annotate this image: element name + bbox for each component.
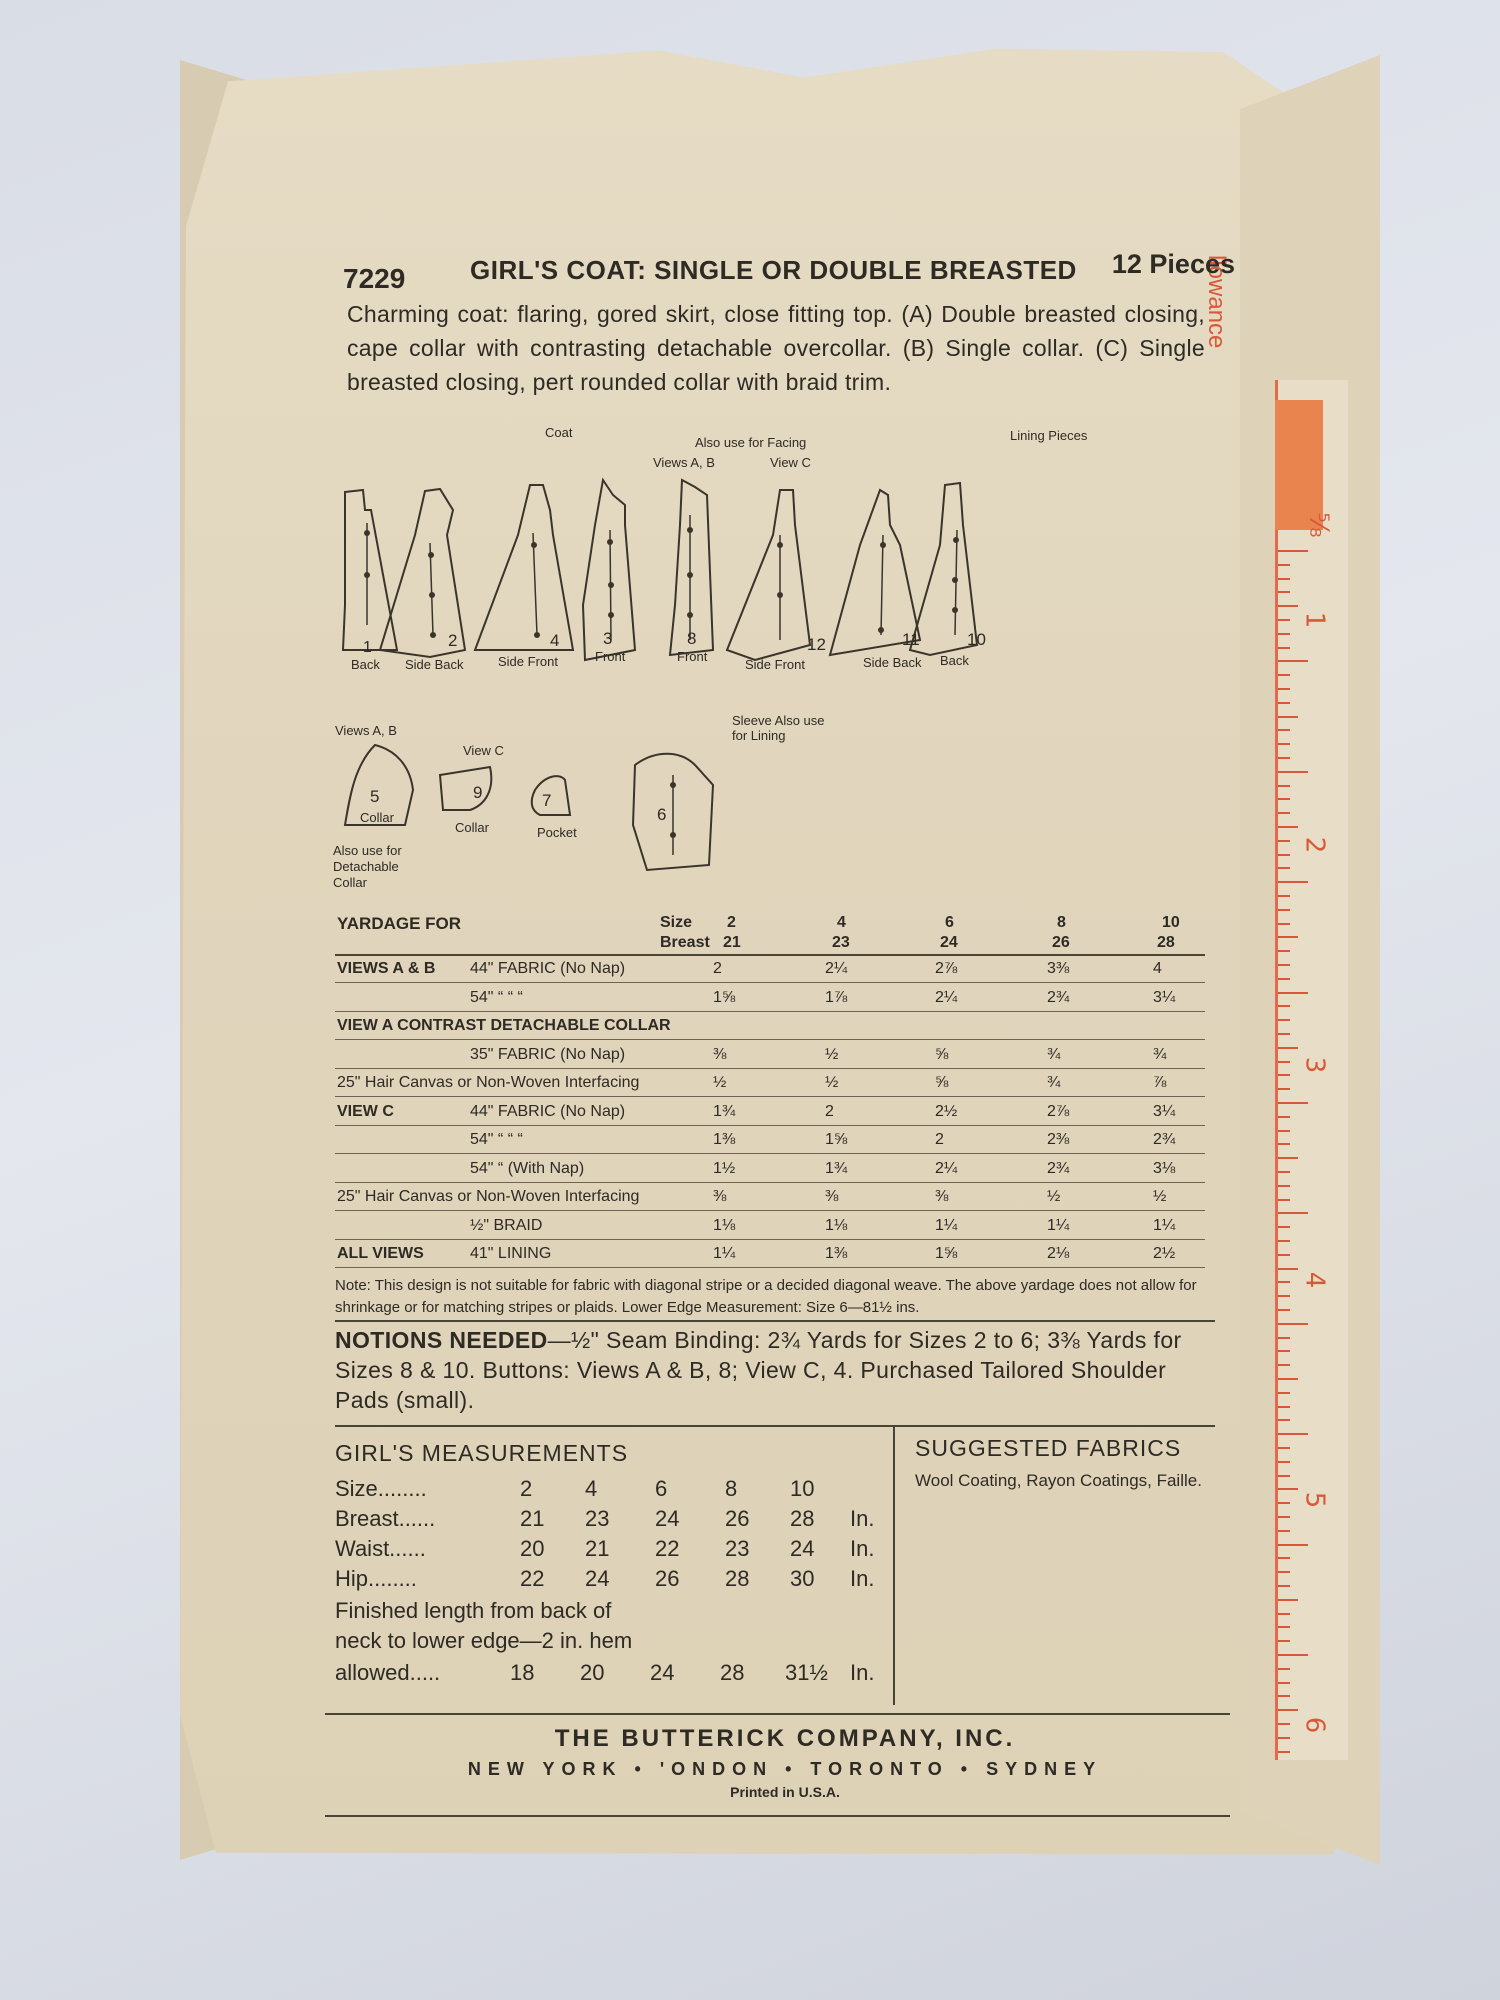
ruler-number: 3: [1299, 1056, 1330, 1074]
yardage-value: ⅞: [1153, 1074, 1167, 1091]
yardage-value: 2¼: [825, 960, 848, 977]
yardage-row: [335, 1243, 1205, 1268]
yardage-value: ¾: [1153, 1045, 1167, 1063]
footer-rule-top: [325, 1713, 1230, 1715]
label-coat: Coat: [545, 425, 573, 440]
ruler-tick: [1278, 1102, 1308, 1104]
ruler-fraction: ⅝: [1303, 512, 1334, 538]
yardage-row: [335, 1158, 1205, 1183]
measurements-section: [335, 1440, 895, 1685]
finished-row: [335, 1660, 895, 1690]
yardage-fabric: 44" FABRIC (No Nap): [470, 960, 626, 977]
ruler-tick: [1278, 1502, 1290, 1504]
yardage-value: 1¼: [713, 1245, 736, 1262]
size-col: 8: [1057, 914, 1066, 931]
ruler-tick: [1278, 1240, 1290, 1242]
yardage-value: 2: [713, 960, 722, 977]
piece-1-back-outline: [343, 490, 397, 650]
label-view-c: View C: [770, 455, 811, 470]
company-name: THE BUTTERICK COMPANY, INC.: [554, 1725, 1016, 1752]
yardage-value: 1¾: [713, 1102, 736, 1120]
piece-4-number: 4: [550, 631, 560, 650]
yardage-value: ⅜: [935, 1188, 949, 1205]
notions-text: —½" Seam Binding: 2¾ Yards for Sizes 2 to 6; 3⅜ Yards for Sizes 8 & 10. Buttons: Views A & B, 8; View C, 4. Purchased Tailored Shoulder Pads (small).: [335, 1327, 1182, 1413]
ruler-tick: [1278, 826, 1298, 828]
yardage-value: 3¼: [1153, 1102, 1176, 1120]
yardage-value: 2½: [1153, 1245, 1176, 1262]
ruler-tick: [1278, 1447, 1290, 1449]
ruler-tick: [1278, 1723, 1290, 1725]
measurement-value: 28: [790, 1506, 815, 1531]
yardage-fabric: 54" “ “ “: [470, 988, 523, 1006]
yardage-fabric: 35" FABRIC (No Nap): [470, 1045, 626, 1063]
measurement-value: 22: [520, 1566, 545, 1591]
yardage-view: 25" Hair Canvas or Non-Woven Interfacing: [337, 1188, 640, 1205]
ruler-tick: [1278, 1019, 1290, 1021]
piece-4-name: Side Front: [498, 654, 558, 669]
ruler-tick: [1278, 1433, 1308, 1435]
yardage-fabric: 54" “ (With Nap): [470, 1159, 585, 1177]
ruler-tick: [1278, 1488, 1298, 1490]
ruler-number: 6: [1299, 1716, 1330, 1734]
breast-col: 23: [832, 934, 850, 951]
yardage-row: [335, 1129, 1205, 1154]
piece-1-number: 1: [363, 639, 372, 656]
ruler-tick: [1278, 1364, 1290, 1366]
finished-value: 31½: [785, 1660, 828, 1685]
measurement-label: Waist......: [335, 1536, 426, 1561]
piece-3-number: 3: [603, 629, 613, 648]
yardage-value: 2: [935, 1131, 944, 1148]
seam-ruler: [1275, 380, 1348, 1760]
piece-9-number: 9: [473, 783, 483, 802]
ruler-tick: [1278, 1074, 1290, 1076]
piece-4-side-front-outline: [475, 485, 573, 650]
ruler-tick: [1278, 964, 1290, 966]
yardage-fabric: 44" FABRIC (No Nap): [470, 1102, 626, 1120]
pattern-description: Charming coat: flaring, gored skirt, close fitting top. (A) Double breasted closing, cape collar with contrasting detachable overcollar. (B) Single collar. (C) Single breasted closing, pert rounded collar with braid trim.: [347, 301, 1205, 395]
measurement-value: 26: [725, 1506, 750, 1531]
ruler-tick: [1278, 867, 1290, 869]
measurement-value: 26: [655, 1566, 680, 1591]
ruler-tick: [1278, 881, 1308, 883]
yardage-value: 2¾: [1047, 1159, 1070, 1177]
ruler-tick: [1278, 771, 1308, 773]
company-cities: NEW YORK • 'ONDON • TORONTO • SYDNEY: [467, 1759, 1103, 1779]
yardage-value: 2⅛: [1047, 1245, 1070, 1262]
yardage-row: [335, 1015, 1205, 1040]
label-views-ab-collar: Views A, B: [335, 723, 397, 738]
notions-section: [335, 1325, 1225, 1415]
yardage-value: 3⅜: [1047, 960, 1070, 977]
ruler-allowance-text: llowance: [1203, 255, 1230, 349]
yardage-value: 1⅜: [825, 1245, 848, 1262]
measurement-value: 21: [585, 1536, 610, 1561]
ruler-tick: [1278, 1157, 1298, 1159]
yardage-fabric: 41" LINING: [470, 1245, 552, 1262]
ruler-tick: [1278, 992, 1308, 994]
ruler-tick: [1278, 1530, 1290, 1532]
footer: [335, 1725, 1235, 1800]
finished-line-2: neck to lower edge—2 in. hem: [335, 1628, 633, 1653]
yardage-value: 3⅛: [1153, 1159, 1176, 1177]
measurement-value: 10: [790, 1476, 815, 1501]
measurement-value: 23: [585, 1506, 610, 1531]
label-views-ab: Views A, B: [653, 455, 715, 470]
measurement-value: 4: [585, 1476, 598, 1501]
ruler-tick: [1278, 1378, 1298, 1380]
fabrics-heading: SUGGESTED FABRICS: [915, 1435, 1182, 1461]
ruler-tick: [1278, 1268, 1298, 1270]
section-divider: [893, 1425, 895, 1705]
yardage-value: ⅜: [825, 1188, 839, 1205]
label-detachable-collar: Also use for Detachable Collar: [333, 843, 402, 890]
piece-7-name: Pocket: [537, 825, 577, 840]
ruler-tick: [1278, 647, 1290, 649]
ruler-tick: [1278, 1475, 1290, 1477]
ruler-tick: [1278, 702, 1290, 704]
grainlines: [367, 515, 957, 855]
ruler-tick: [1278, 1212, 1308, 1214]
label-facing: Also use for Facing: [695, 435, 807, 450]
ruler-tick: [1278, 1737, 1290, 1739]
breast-col: 26: [1052, 934, 1070, 951]
piece-11-number: 11: [902, 630, 920, 649]
piece-6-number: 6: [657, 805, 667, 824]
ruler-tick: [1278, 1585, 1290, 1587]
yardage-view: VIEW C: [337, 1102, 394, 1120]
ruler-tick: [1278, 1323, 1308, 1325]
piece-5-name: Collar: [360, 810, 394, 825]
yardage-value: 1¼: [1047, 1216, 1070, 1234]
divider: [335, 1320, 1215, 1322]
yardage-value: 1⅜: [713, 1131, 736, 1148]
piece-3-name: Front: [595, 649, 626, 664]
yardage-value: ⅝: [935, 1074, 949, 1091]
ruler-tick: [1278, 1005, 1290, 1007]
piece-8-name: Front: [677, 649, 708, 664]
yardage-value: ½: [1047, 1188, 1061, 1205]
ruler-tick: [1278, 1047, 1298, 1049]
yardage-note: Note: This design is not suitable for fabric with diagonal stripe or a decided diagonal weave. The above yardage does not allow for shrinkage or for matching stripes or plaids. Lower Edge Measurement: Size 6—81½ ins.: [335, 1277, 1197, 1316]
ruler-tick: [1278, 1130, 1290, 1132]
breast-col: 28: [1157, 934, 1175, 951]
yardage-value: 3¼: [1153, 988, 1176, 1006]
ruler-tick: [1278, 798, 1290, 800]
piece-12-side-front-outline: [727, 490, 810, 660]
yardage-view: VIEWS A & B: [337, 960, 436, 977]
printed-in: Printed in U.S.A.: [730, 1784, 840, 1800]
measurement-unit: In.: [850, 1506, 875, 1531]
yardage-value: ½: [825, 1074, 839, 1091]
measurement-unit: In.: [850, 1536, 875, 1561]
yardage-value: 2¼: [935, 988, 958, 1006]
size-col: 10: [1162, 914, 1180, 931]
yardage-value: 1⅛: [825, 1216, 848, 1234]
yardage-value: 1½: [713, 1159, 736, 1177]
ruler-tick: [1278, 1199, 1290, 1201]
measurement-row: [335, 1476, 895, 1506]
piece-2-name: Side Back: [405, 657, 464, 672]
breast-col: 21: [723, 934, 741, 951]
ruler-number: 5: [1299, 1491, 1330, 1509]
ruler-tick: [1278, 619, 1290, 621]
size-col: 4: [837, 914, 846, 931]
ruler-tick: [1278, 564, 1290, 566]
finished-length: [335, 1596, 632, 1656]
ruler-tick: [1278, 1544, 1308, 1546]
ruler-tick: [1278, 688, 1290, 690]
ruler-tick: [1278, 1516, 1290, 1518]
ruler-tick: [1278, 1668, 1290, 1670]
size-label: Size: [660, 914, 693, 931]
piece-9-collar-outline: [440, 767, 491, 810]
yardage-value: 1⅝: [935, 1245, 958, 1262]
measurement-value: 30: [790, 1566, 815, 1591]
measurement-label: Size........: [335, 1476, 427, 1501]
size-col: 6: [945, 914, 954, 931]
yardage-value: ⅜: [713, 1045, 727, 1063]
ruler-tick: [1278, 936, 1298, 938]
ruler-tick: [1278, 591, 1290, 593]
measurements-heading: GIRL'S MEASUREMENTS: [335, 1440, 629, 1466]
ruler-tick: [1278, 1599, 1298, 1601]
ruler-tick: [1278, 1392, 1290, 1394]
yardage-value: ½: [825, 1045, 839, 1063]
label-sleeve: Sleeve Also use for Lining: [732, 713, 825, 743]
finished-value: 28: [720, 1660, 745, 1685]
piece-1-name: Back: [351, 657, 380, 672]
label-lining: Lining Pieces: [1010, 428, 1088, 443]
piece-8-number: 8: [687, 629, 697, 648]
divider: [335, 1425, 1215, 1427]
ruler-tick: [1278, 1419, 1290, 1421]
ruler-tick: [1278, 812, 1290, 814]
yardage-value: 1⅝: [713, 988, 736, 1006]
measurement-value: 22: [655, 1536, 680, 1561]
yardage-row: [335, 1215, 1205, 1240]
ruler-number: 2: [1299, 836, 1330, 854]
ruler-tick: [1278, 909, 1290, 911]
yardage-value: 1⅛: [713, 1216, 736, 1234]
yardage-value: 2¾: [1153, 1131, 1176, 1148]
yardage-title: YARDAGE FOR: [337, 914, 462, 933]
measurement-row: [335, 1506, 895, 1536]
finished-label: allowed.....: [335, 1660, 441, 1685]
ruler-tick: [1278, 757, 1290, 759]
piece-10-name: Back: [940, 653, 969, 668]
ruler-tick: [1278, 923, 1290, 925]
measurement-unit: In.: [850, 1566, 875, 1591]
yardage-view: VIEW A CONTRAST DETACHABLE COLLAR: [337, 1017, 671, 1034]
piece-count: 12 Pieces: [1111, 249, 1235, 279]
ruler-tick: [1278, 1281, 1290, 1283]
yardage-value: 2⅞: [935, 960, 958, 977]
yardage-value: 2⅜: [1047, 1131, 1070, 1148]
pattern-number: 7229: [343, 263, 406, 294]
ruler-tick: [1278, 1640, 1290, 1642]
piece-11-name: Side Back: [863, 655, 922, 670]
measurement-value: 8: [725, 1476, 738, 1501]
measurement-value: 28: [725, 1566, 750, 1591]
yardage-value: 2½: [935, 1102, 958, 1120]
ruler-tick: [1278, 1143, 1290, 1145]
measurement-row: [335, 1566, 895, 1596]
ruler-tick: [1278, 1461, 1290, 1463]
yardage-fabric: ½" BRAID: [470, 1216, 543, 1234]
ruler-tick: [1278, 1309, 1290, 1311]
yardage-row: [335, 1186, 1205, 1211]
ruler-tick: [1278, 1116, 1290, 1118]
yardage-value: 1¼: [935, 1216, 958, 1234]
ruler-tick: [1278, 1751, 1290, 1753]
ruler-tick: [1278, 1626, 1290, 1628]
ruler-tick: [1278, 1654, 1308, 1656]
ruler-tick: [1278, 785, 1290, 787]
yardage-value: 2¼: [935, 1159, 958, 1177]
ruler-tick: [1278, 550, 1308, 552]
ruler-tick: [1278, 743, 1290, 745]
yardage-value: 1¾: [825, 1159, 848, 1177]
ruler-tick: [1278, 1406, 1290, 1408]
ruler-tick: [1278, 1226, 1290, 1228]
yardage-value: ¾: [1047, 1045, 1061, 1063]
pattern-pieces-diagram: [335, 245, 1215, 905]
yardage-view: ALL VIEWS: [337, 1245, 424, 1262]
yardage-value: ⅝: [935, 1045, 949, 1063]
ruler-tick: [1278, 1088, 1290, 1090]
yardage-value: 1⅞: [825, 988, 848, 1006]
piece-12-name: Side Front: [745, 657, 805, 672]
ruler-tick: [1278, 1613, 1290, 1615]
ruler-tick: [1278, 978, 1290, 980]
measurement-value: 23: [725, 1536, 750, 1561]
measurement-value: 24: [790, 1536, 815, 1561]
piece-10-number: 10: [967, 630, 986, 649]
fabrics-section: [915, 1435, 1235, 1492]
ruler-tick: [1278, 1709, 1298, 1711]
yardage-row: [335, 1044, 1205, 1069]
size-col: 2: [727, 914, 736, 931]
yardage-header: [335, 910, 1205, 956]
ruler-tick: [1278, 716, 1298, 718]
ruler-tick: [1278, 1061, 1290, 1063]
ruler-tick: [1278, 1033, 1290, 1035]
yardage-value: ⅜: [713, 1188, 727, 1205]
measurement-value: 2: [520, 1476, 533, 1501]
piece-9-name: Collar: [455, 820, 489, 835]
finished-unit: In.: [850, 1660, 875, 1685]
piece-12-number: 12: [807, 635, 826, 654]
measurement-row: [335, 1536, 895, 1566]
ruler-tick: [1278, 578, 1290, 580]
yardage-row: [335, 958, 1205, 983]
footer-rule-bottom: [325, 1815, 1230, 1817]
yardage-value: ¾: [1047, 1074, 1061, 1091]
ruler-tick: [1278, 1171, 1290, 1173]
measurement-value: 24: [585, 1566, 610, 1591]
ruler-number: 1: [1299, 611, 1330, 629]
measurement-value: 24: [655, 1506, 680, 1531]
ruler-tick: [1278, 1557, 1290, 1559]
piece-2-number: 2: [448, 631, 458, 650]
measurement-value: 20: [520, 1536, 545, 1561]
piece-5-number: 5: [370, 787, 380, 806]
breast-col: 24: [940, 934, 958, 951]
ruler-tick: [1278, 729, 1290, 731]
ruler-tick: [1278, 605, 1298, 607]
yardage-value: 2: [825, 1102, 834, 1120]
yardage-value: 2⅞: [1047, 1102, 1070, 1120]
ruler-tick: [1278, 1295, 1290, 1297]
ruler-tick: [1278, 1337, 1290, 1339]
breast-label: Breast: [660, 934, 710, 951]
ruler-tick: [1278, 1682, 1290, 1684]
ruler-tick: [1278, 1695, 1290, 1697]
piece-7-number: 7: [542, 791, 552, 810]
ruler-number: 4: [1299, 1271, 1330, 1289]
yardage-value: 4: [1153, 960, 1162, 977]
ruler-tick: [1278, 950, 1290, 952]
label-view-c-collar: View C: [463, 743, 504, 758]
ruler-tick: [1278, 660, 1308, 662]
measurement-label: Hip........: [335, 1566, 417, 1591]
fabrics-text: Wool Coating, Rayon Coatings, Faille.: [915, 1471, 1202, 1490]
notions-heading: NOTIONS NEEDED: [335, 1327, 548, 1353]
yardage-row: [335, 1072, 1205, 1097]
measurement-label: Breast......: [335, 1506, 436, 1531]
ruler-tick: [1278, 1254, 1290, 1256]
ruler-tick: [1278, 840, 1290, 842]
ruler-tick: [1278, 895, 1290, 897]
yardage-value: ½: [1153, 1188, 1167, 1205]
ruler-tick: [1278, 1350, 1290, 1352]
measurement-value: 21: [520, 1506, 545, 1531]
finished-line-1: Finished length from back of: [335, 1598, 612, 1623]
yardage-value: 2¾: [1047, 988, 1070, 1006]
yardage-row: [335, 1101, 1205, 1126]
yardage-value: 1⅝: [825, 1131, 848, 1148]
finished-value: 24: [650, 1660, 675, 1685]
measurement-value: 6: [655, 1476, 668, 1501]
yardage-view: 25" Hair Canvas or Non-Woven Interfacing: [337, 1074, 640, 1091]
yardage-row: [335, 987, 1205, 1012]
ruler-tick: [1278, 674, 1290, 676]
finished-value: 20: [580, 1660, 605, 1685]
ruler-tick: [1278, 633, 1290, 635]
ruler-tick: [1278, 1185, 1290, 1187]
yardage-value: 1¼: [1153, 1216, 1176, 1234]
finished-value: 18: [510, 1660, 535, 1685]
pattern-title: GIRL'S COAT: SINGLE OR DOUBLE BREASTED: [470, 255, 1077, 285]
ruler-tick: [1278, 854, 1290, 856]
ruler-tick: [1278, 1571, 1290, 1573]
ruler-orange-band: [1275, 400, 1323, 530]
yardage-fabric: 54" “ “ “: [470, 1131, 523, 1148]
yardage-value: ½: [713, 1074, 727, 1091]
